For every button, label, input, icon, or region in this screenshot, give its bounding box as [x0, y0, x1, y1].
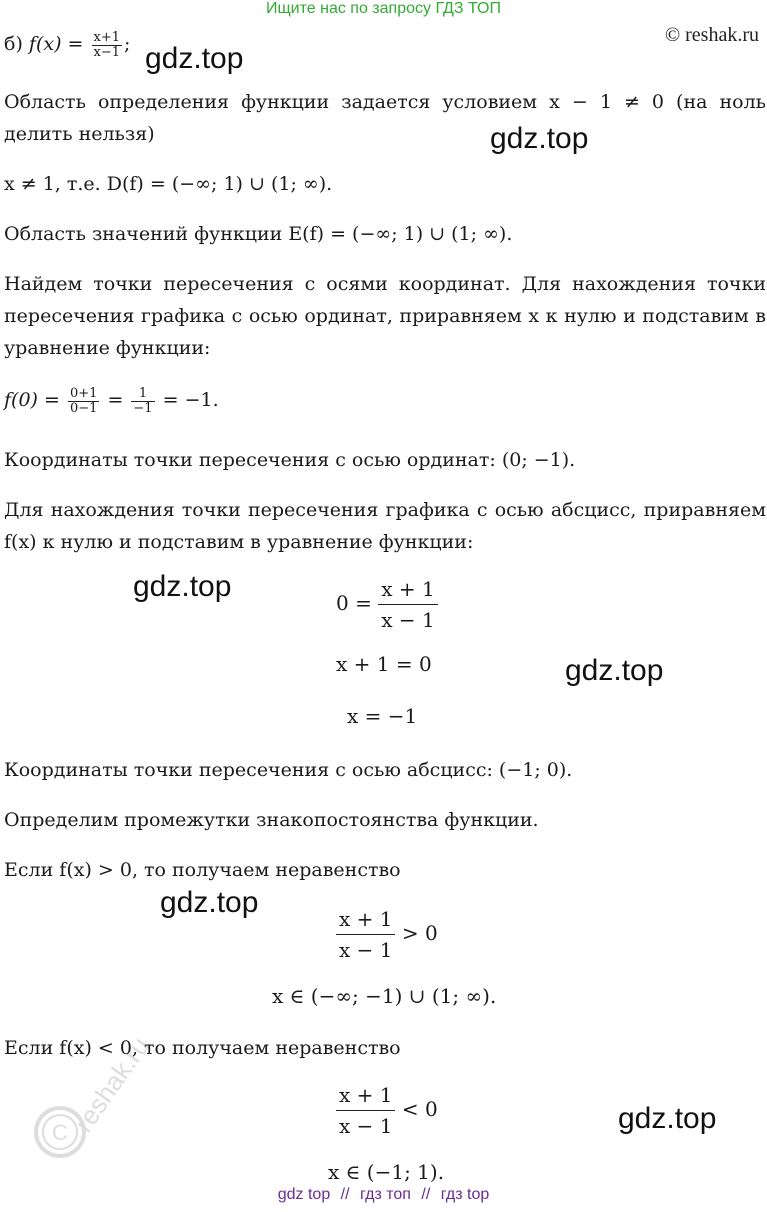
- footer-link-3[interactable]: гдз top: [440, 1186, 490, 1203]
- neg-result: x ∈ (−1; 1).: [328, 1160, 445, 1184]
- eq2: x + 1 = 0: [336, 652, 432, 676]
- watermark-gdz: gdz.top: [133, 570, 232, 603]
- x-intersect-text: Для нахождения точки пересечения графика с осью абсцисс, приравняем f(x) к нулю и подставим в уравнение функции:: [4, 499, 766, 553]
- f0-eq: =: [107, 389, 124, 411]
- eq1-frac: [378, 574, 437, 635]
- f0-frac1: [68, 387, 99, 416]
- neg-frac: [336, 1080, 395, 1141]
- domain-text: Область определения функции задается условием x − 1 ≠ 0 (на ноль делить нельзя): [4, 91, 766, 145]
- footer-sep: //: [421, 1186, 431, 1203]
- neg-ineq: [336, 1080, 438, 1141]
- pos-ineq-sign: > 0: [401, 921, 438, 945]
- x-intersect-result: Координаты точки пересечения с осью абсцисс: (−1; 0).: [4, 759, 573, 781]
- pos-num: x + 1: [336, 904, 395, 935]
- y-intersect: Координаты точки пересечения с осью ординат: (0; −1).: [4, 449, 576, 471]
- item-label: б): [4, 33, 23, 55]
- logo-text: reshak.ru: [68, 1031, 156, 1138]
- neg-ineq-sign: < 0: [401, 1097, 438, 1121]
- func-end: ;: [124, 33, 131, 55]
- eq1-den: x − 1: [381, 608, 435, 632]
- func-fraction: [92, 31, 123, 60]
- func-lhs: f(x) =: [28, 33, 84, 55]
- pos-ineq: [336, 904, 438, 965]
- neg-den: x − 1: [339, 1114, 393, 1138]
- pos-den: x − 1: [339, 938, 393, 962]
- domain-result: x ≠ 1, т.е. D(f) = (−∞; 1) ∪ (1; ∞).: [4, 173, 333, 195]
- top-banner: Ищите нас по запросу ГДЗ ТОП: [266, 0, 501, 17]
- eq1-lhs: 0 =: [336, 591, 372, 615]
- footer-sep: //: [340, 1186, 350, 1203]
- f0-num1: 0+1: [69, 385, 98, 401]
- footer-link-2[interactable]: гдз топ: [360, 1186, 411, 1203]
- intersect-text: Найдем точки пересечения с осями координат. Для нахождения точки пересечения графика с осью ординат, приравняем x к нулю и подставим в уравнение функции:: [4, 273, 766, 359]
- f0-line: [4, 384, 219, 416]
- watermark-gdz: gdz.top: [145, 42, 244, 75]
- reshak-logo-watermark: [18, 1024, 168, 1174]
- watermark-gdz: gdz.top: [618, 1102, 717, 1135]
- neg-num: x + 1: [336, 1080, 395, 1111]
- copyright: © reshak.ru: [664, 24, 759, 46]
- footer-link-1[interactable]: gdz top: [277, 1186, 331, 1203]
- f0-num2: 1: [131, 387, 154, 402]
- watermark-gdz: gdz.top: [565, 654, 664, 687]
- item-title: [4, 28, 130, 60]
- eq3: x = −1: [347, 704, 418, 728]
- eq1-num: x + 1: [378, 574, 437, 605]
- neg-text: Если f(x) < 0, то получаем неравенство: [4, 1037, 401, 1059]
- f0-den2: −1: [133, 400, 153, 416]
- pos-text: Если f(x) > 0, то получаем неравенство: [4, 859, 401, 881]
- sign-text: Определим промежутки знакопостоянства функции.: [4, 809, 539, 831]
- watermark-gdz: gdz.top: [490, 122, 589, 155]
- watermark-gdz: gdz.top: [160, 886, 259, 919]
- f0-start: f(0) =: [4, 389, 60, 411]
- f0-end: = −1.: [162, 389, 219, 411]
- func-den: x−1: [93, 44, 120, 60]
- eq1: [336, 574, 438, 635]
- func-num: x+1: [93, 29, 120, 45]
- svg-text:C: C: [52, 1120, 68, 1145]
- f0-den1: 0−1: [69, 400, 98, 416]
- pos-frac: [336, 904, 395, 965]
- footer-links: [0, 1186, 767, 1204]
- range-text: Область значений функции E(f) = (−∞; 1) ∪ (1; ∞).: [4, 223, 513, 245]
- pos-result: x ∈ (−∞; −1) ∪ (1; ∞).: [272, 984, 497, 1008]
- f0-frac2: [131, 387, 154, 416]
